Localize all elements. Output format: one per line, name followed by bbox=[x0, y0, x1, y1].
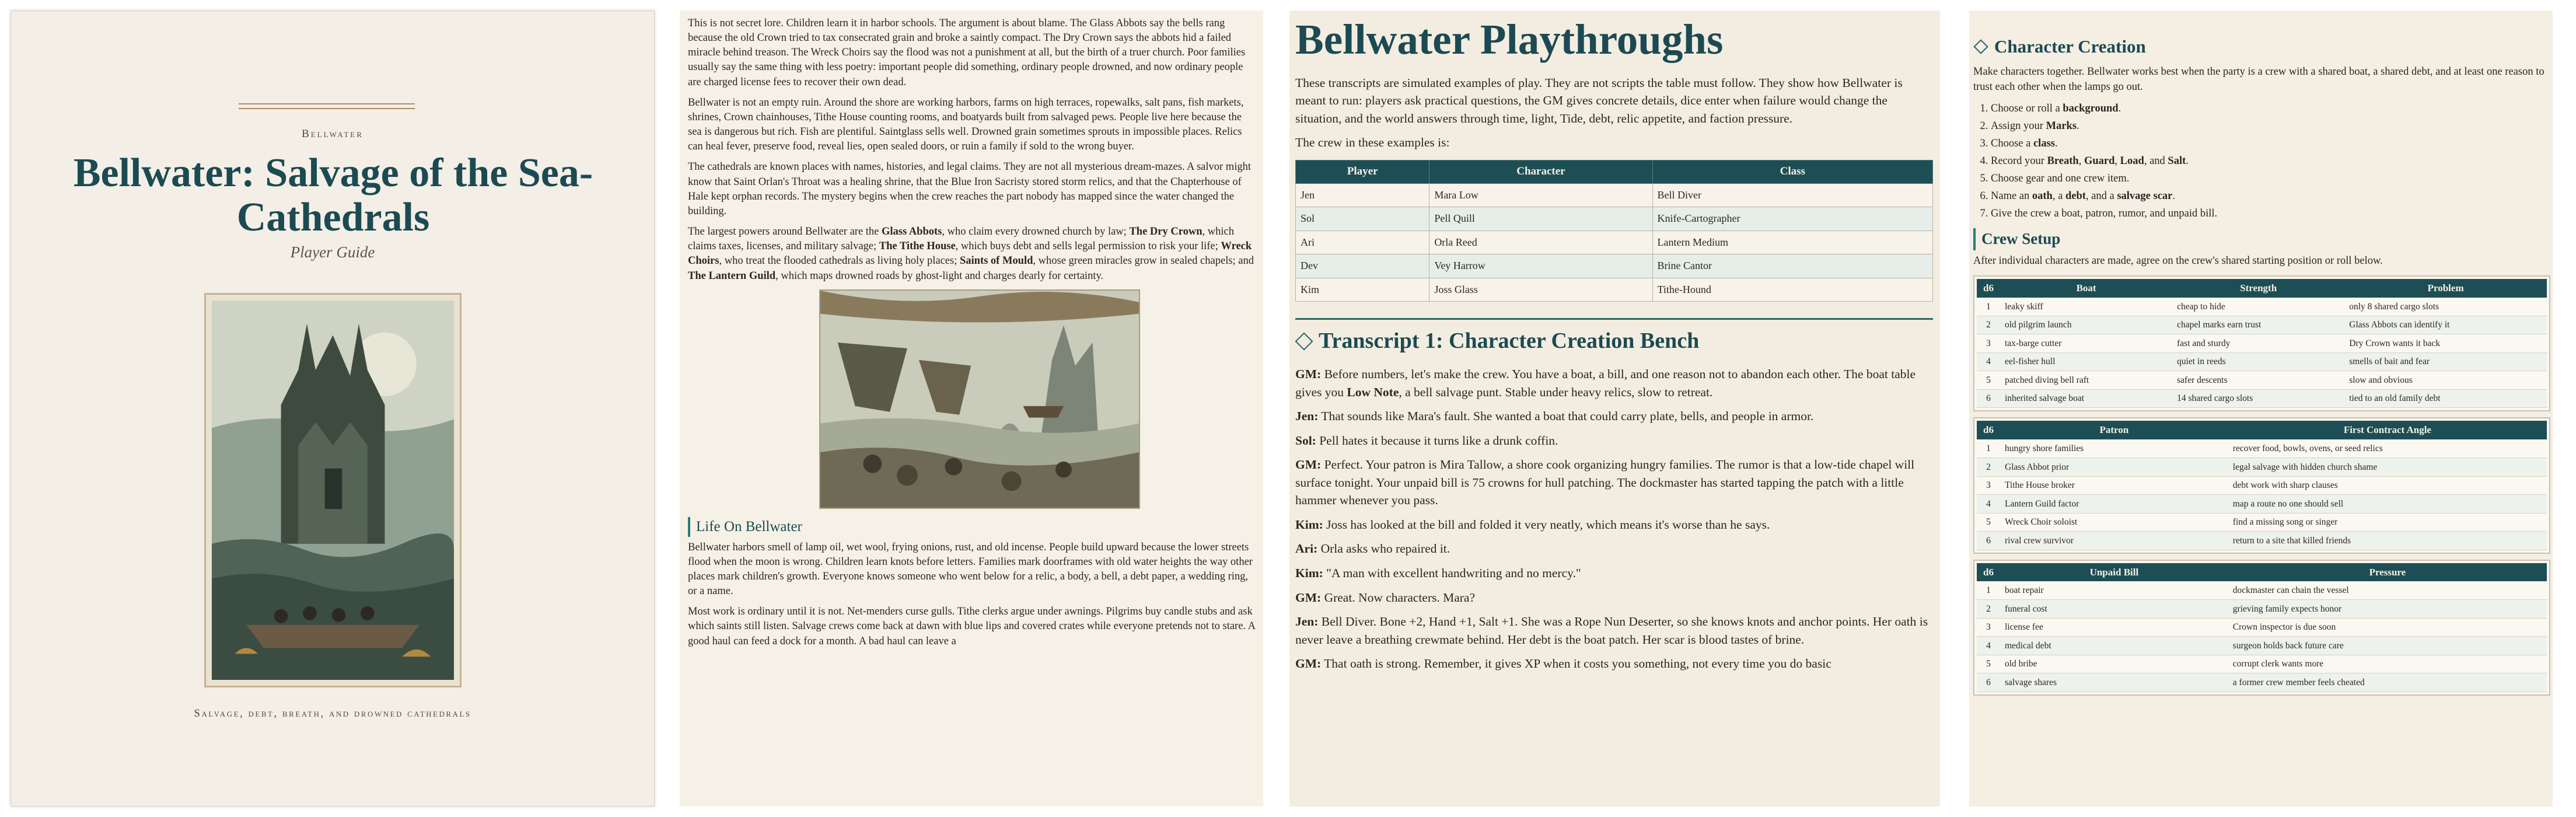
table-row: Dev Vey Harrow Brine Cantor bbox=[1296, 254, 1933, 278]
harbor-illustration bbox=[819, 289, 1140, 509]
crew-setup-intro: After individual characters are made, agree on the crew's shared starting position or roll below. bbox=[1973, 255, 2383, 267]
table-header: d6 bbox=[1977, 563, 2000, 582]
table-row: 1 boat repair dockmaster can chain the vessel bbox=[1977, 581, 2547, 600]
table-header: Problem bbox=[2344, 279, 2547, 298]
character-creation-page bbox=[1969, 11, 2553, 806]
table-row: 4 medical debt surgeon holds back future care bbox=[1977, 637, 2547, 655]
lore-page bbox=[680, 11, 1263, 806]
dialogue-line: Jen: That sounds like Mara's fault. She wanted a boat that could carry plate, bells, and people in armor. bbox=[1295, 409, 1814, 424]
crew-setup-heading: Crew Setup bbox=[1973, 228, 2550, 250]
patron-table bbox=[1977, 421, 2547, 550]
dialogue-line: Kim: Joss has looked at the bill and folded it very neatly, which means it's worse than he says. bbox=[1295, 517, 1770, 532]
dialogue-line: Sol: Pell hates it because it turns like a drunk coffin. bbox=[1295, 433, 1558, 448]
table-row: Jen Mara Low Bell Diver bbox=[1296, 183, 1933, 207]
table-row: 2 Glass Abbot prior legal salvage with hidden church shame bbox=[1977, 458, 2547, 477]
table-row: 6 salvage shares a former crew member feels cheated bbox=[1977, 673, 2547, 692]
table-header: Unpaid Bill bbox=[2000, 563, 2228, 582]
dialogue-line: GM: Before numbers, let's make the crew. You have a boat, a bill, and one reason not to abandon each other. The boat table gives you Low Note, a bell salvage punt. Stable under heavy relics, slow to retreat. bbox=[1295, 367, 1916, 399]
dialogue-line: GM: That oath is strong. Remember, it gives XP when it costs you something, not every time you do basic bbox=[1295, 657, 1831, 671]
lore-factions-paragraph: The largest powers around Bellwater are the Glass Abbots, who claim every drowned church by law; The Dry Crown, which claims taxes, licenses, and military salvage; The Tithe House, which buys debt and sells legal permission to risk your life; Wreck Choirs, who treat the flooded cathedrals as living holy places; Saints of Mould, whose green miracles grow in sealed chapels; and The Lantern Guild, which maps drowned roads by ghost-light and charges dearly for certainty. bbox=[688, 226, 1254, 282]
list-item: 4. Record your Breath, Guard, Load, and Salt. bbox=[1991, 154, 2550, 169]
table-header: Strength bbox=[2172, 279, 2344, 298]
table-row: Sol Pell Quill Knife-Cartographer bbox=[1296, 207, 1933, 231]
table-row: 4 Lantern Guild factor map a route no one should sell bbox=[1977, 495, 2547, 514]
table-row: 5 old bribe corrupt clerk wants more bbox=[1977, 655, 2547, 673]
table-row: 2 old pilgrim launch chapel marks earn trust Glass Abbots can identify it bbox=[1977, 316, 2547, 334]
bill-table-frame bbox=[1973, 560, 2550, 696]
cover-rule-top bbox=[239, 103, 415, 104]
dialogue-line: Ari: Orla asks who repaired it. bbox=[1295, 542, 1450, 556]
playthroughs-intro: These transcripts are simulated examples of play. They are not scripts the table must follow. They show how Bellwater is meant to run: players ask practical questions, the GM gives concrete details, dice enter when failure would change the situation, and the world answers through time, light, Tide, debt, relic appetite, and faction pressure. bbox=[1295, 75, 1903, 125]
drowned-cathedral-image bbox=[212, 301, 454, 680]
lore-paragraph: Most work is ordinary until it is not. Net-menders curse gulls. Tithe clerks argue under awnings. Pilgrims buy candle stubs and ask which saints still listen. Salvage crews come back at dawn with blue lips and covered crates while everyone pretends not to stare. A good haul can feed a dock for a month. A bad haul can leave a bbox=[688, 606, 1255, 647]
list-item: 6. Name an oath, a debt, and a salvage scar. bbox=[1991, 189, 2550, 204]
lore-paragraph: Bellwater harbors smell of lamp oil, wet wool, frying onions, rust, and old incense. People build upward because the lower streets flood when the moon is wrong. Children learn knots before letters. Families mark doorframes with old water heights the way other places mark children's growth. Everyone knows someone who went below for a relic, a body, a bell, a debt paper, a wedding ring, or a name. bbox=[688, 541, 1253, 598]
cover-eyebrow: Bellwater bbox=[302, 128, 363, 140]
list-item: 3. Choose a class. bbox=[1991, 137, 2550, 152]
creation-steps-list bbox=[1991, 102, 2550, 221]
diamond-icon bbox=[1295, 333, 1313, 351]
lore-paragraph: Bellwater is not an empty ruin. Around the shore are working harbors, farms on high terraces, ropewalks, salt pans, fish markets, shrines, Crown chainhouses, Tithe House counting rooms, and boatyards built from salvaged pews. People live here because the sea is dangerous but rich. Fish are plentiful. Saintglass sells well. Drowned grain sometimes sprouts in impossible places. Relics can heal fever, preserve food, reveal lies, open sealed doors, or ruin a family if sold to the wrong buyer. bbox=[688, 96, 1244, 153]
table-header: Boat bbox=[2000, 279, 2172, 298]
table-row: 3 Tithe House broker debt work with sharp clauses bbox=[1977, 476, 2547, 495]
lore-paragraph: The cathedrals are known places with names, histories, and legal claims. They are not all mysterious dream-mazes. A salvor might know that Saint Orlan's Throat was a healing shrine, that the Blue Iron Sacristy stored storm relics, and that the Chapterhouse of Hale kept orphan records. The mystery begins when the crew reaches the part nobody has mapped since the water changed the building. bbox=[688, 161, 1251, 217]
boat-table-frame bbox=[1973, 275, 2550, 411]
section-heading-life-on-bellwater: Life On Bellwater bbox=[688, 517, 1255, 537]
list-item: 7. Give the crew a boat, patron, rumor, and unpaid bill. bbox=[1991, 207, 2550, 222]
table-header: Pressure bbox=[2228, 563, 2547, 582]
table-row: 1 leaky skiff cheap to hide only 8 shared cargo slots bbox=[1977, 298, 2547, 316]
table-row: 3 tax-barge cutter fast and sturdy Dry Crown wants it back bbox=[1977, 334, 2547, 353]
table-row: 3 license fee Crown inspector is due soon bbox=[1977, 618, 2547, 637]
cover-subtitle: Player Guide bbox=[290, 243, 375, 261]
table-header: First Contract Angle bbox=[2228, 421, 2547, 439]
table-header: Patron bbox=[2000, 421, 2228, 439]
cover-page bbox=[11, 11, 655, 806]
crew-table bbox=[1295, 160, 1933, 302]
list-item: 5. Choose gear and one crew item. bbox=[1991, 172, 2550, 187]
table-row: 1 hungry shore families recover food, bowls, ovens, or seed relics bbox=[1977, 439, 2547, 458]
table-header: Character bbox=[1429, 160, 1652, 183]
chargen-intro: Make characters together. Bellwater works best when the party is a crew with a shared boat, a shared debt, and at least one reason to trust each other when the lamps go out. bbox=[1973, 66, 2544, 93]
cover-tagline: Salvage, debt, breath, and drowned cathedrals bbox=[194, 707, 471, 720]
dialogue-line: GM: Perfect. Your patron is Mira Tallow, a shore cook organizing hungry families. The rumor is that a low-tide chapel will surface tonight. Your unpaid bill is 75 crowns for hull patching. The dockmaster has started tapping the patch with a little hammer whenever you pass. bbox=[1295, 458, 1915, 508]
table-header: d6 bbox=[1977, 421, 2000, 439]
table-header: Player bbox=[1296, 160, 1429, 183]
list-item: 1. Choose or roll a background. bbox=[1991, 102, 2550, 117]
table-row: 6 inherited salvage boat 14 shared cargo slots tied to an old family debt bbox=[1977, 389, 2547, 408]
cover-illustration bbox=[204, 293, 462, 687]
dialogue-line: Kim: "A man with excellent handwriting and no mercy." bbox=[1295, 566, 1581, 580]
playthroughs-page bbox=[1289, 11, 1940, 806]
table-row: 2 funeral cost grieving family expects honor bbox=[1977, 600, 2547, 619]
dialogue-line: Jen: Bell Diver. Bone +2, Hand +1, Salt +1. She was a Rope Nun Deserter, so she knows knots and anchor points. Her oath is never leave a breathing crewmate behind. Her debt is the boat patch. Her scar is blood tastes of brine. bbox=[1295, 615, 1928, 647]
table-row: Kim Joss Glass Tithe-Hound bbox=[1296, 278, 1933, 302]
diamond-icon bbox=[1973, 39, 1988, 54]
character-creation-heading: Character Creation bbox=[1973, 34, 2550, 59]
cover-title: Bellwater: Salvage of the Sea-Cathedrals bbox=[73, 151, 593, 240]
table-row: 6 rival crew survivor return to a site that killed friends bbox=[1977, 532, 2547, 550]
crew-label: The crew in these examples is: bbox=[1295, 135, 1450, 150]
table-header: Class bbox=[1652, 160, 1933, 183]
table-row: 5 patched diving bell raft safer descents slow and obvious bbox=[1977, 371, 2547, 390]
table-header: d6 bbox=[1977, 279, 2000, 298]
unpaid-bill-table bbox=[1977, 563, 2547, 692]
harbor-market-image bbox=[820, 291, 1139, 508]
patron-table-frame bbox=[1973, 417, 2550, 553]
transcript-heading: Transcript 1: Character Creation Bench bbox=[1295, 318, 1933, 357]
cover-rule-bottom bbox=[239, 108, 415, 109]
playthroughs-title: Bellwater Playthroughs bbox=[1295, 16, 1724, 63]
dialogue-line: GM: Great. Now characters. Mara? bbox=[1295, 590, 1476, 605]
table-row: 5 Wreck Choir soloist find a missing song or singer bbox=[1977, 513, 2547, 532]
lore-paragraph: This is not secret lore. Children learn it in harbor schools. The argument is about blame. The Glass Abbots say the bells rang because the old Crown tried to tax consecrated grain and broke a saintly compact. The Dry Crown says the abbots hid a failed miracle behind treason. The Wreck Choirs say the flood was not a punishment at all, but the birth of a truer church. Poor families usually say the same thing with less poetry: important people did something, ordinary people drowned, and now ordinary people are charged license fees to recover their own dead. bbox=[688, 18, 1246, 88]
list-item: 2. Assign your Marks. bbox=[1991, 119, 2550, 134]
table-row: Ari Orla Reed Lantern Medium bbox=[1296, 231, 1933, 254]
table-row: 4 eel-fisher hull quiet in reeds smells of bait and fear bbox=[1977, 352, 2547, 371]
boat-table bbox=[1977, 279, 2547, 408]
